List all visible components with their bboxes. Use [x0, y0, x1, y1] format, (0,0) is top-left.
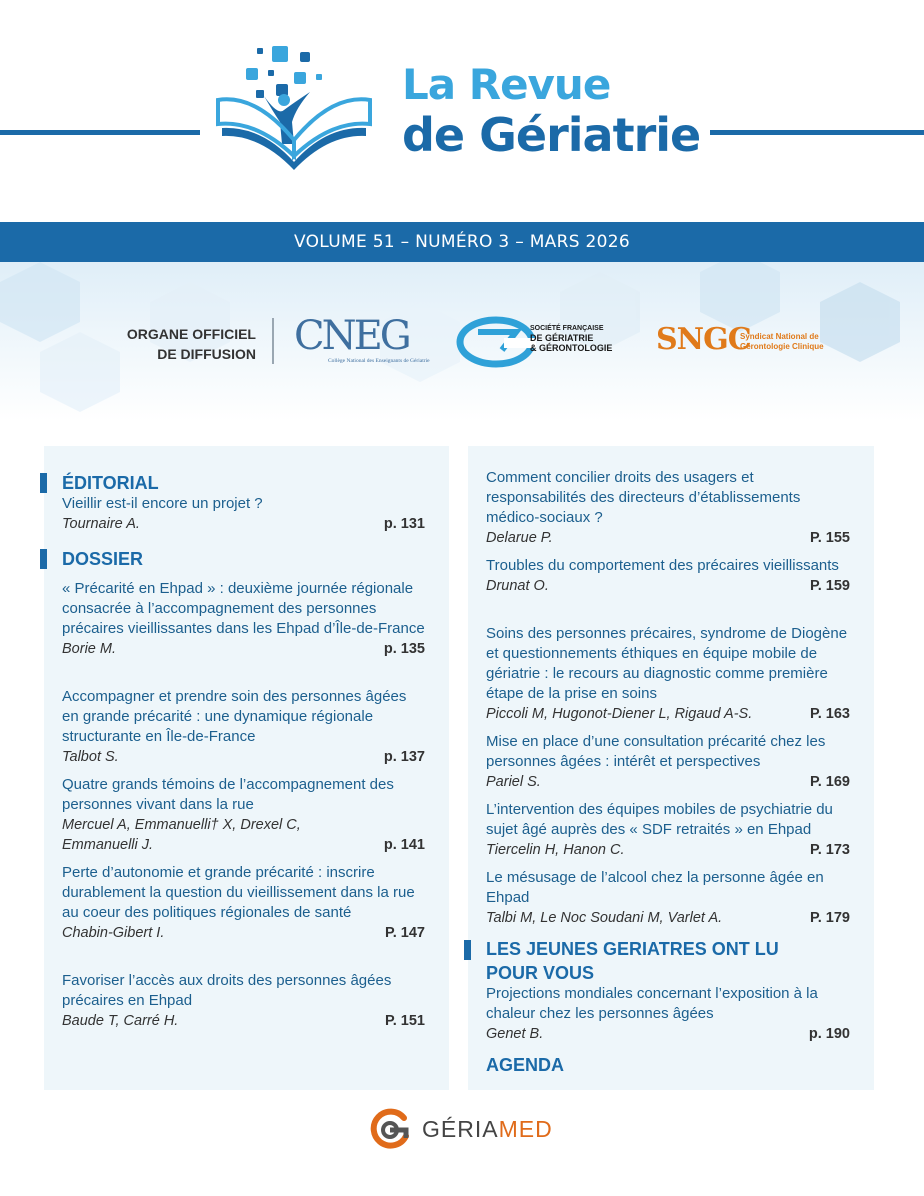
article-page: p. 190: [808, 1026, 850, 1042]
organe-officiel-label: [96, 324, 256, 364]
article-meta: [486, 528, 850, 548]
sfgg-line3: & GÉRONTOLOGIE: [530, 343, 613, 353]
header-rule-left: [0, 130, 200, 135]
article-meta: [486, 772, 850, 792]
sngc-name: SNGC: [656, 322, 751, 357]
article-dossier-4[interactable]: [62, 863, 425, 943]
article-title: Soins des personnes précaires, syndrome de Diogène et questionnements éthiques en équipe mobile de gériatrie : le recours au diagnostic comme première étape de la prise en soins: [486, 625, 848, 702]
article-authors: Talbi M, Le Noc Soudani M, Varlet A.: [486, 910, 723, 926]
article-page: P. 155: [809, 530, 850, 546]
article-right-5[interactable]: [486, 800, 850, 860]
article-meta: [486, 1024, 850, 1044]
article-right-6[interactable]: [486, 868, 850, 928]
section-dossier-heading: DOSSIER: [62, 549, 144, 569]
article-title: Troubles du comportement des précaires vieillissants: [486, 557, 839, 574]
footer-brand-part1: GÉRIA: [422, 1116, 499, 1142]
article-meta: [62, 639, 425, 659]
article-authors: Talbot S.: [62, 749, 119, 765]
article-page: P. 159: [809, 578, 850, 594]
article-dossier-5[interactable]: [62, 971, 425, 1031]
article-authors: Piccoli M, Hugonot-Diener L, Rigaud A-S.: [486, 706, 753, 722]
article-page: P. 151: [384, 1013, 425, 1029]
article-jeunes[interactable]: [486, 984, 850, 1044]
article-meta: [62, 923, 425, 943]
sfgg-logo: [456, 316, 626, 368]
article-title: Accompagner et prendre soin des personnes âgées en grande précarité : une dynamique régionale structurante en Île-de-France: [62, 688, 407, 745]
section-agenda-heading[interactable]: AGENDA: [486, 1055, 565, 1075]
article-right-1[interactable]: [486, 468, 850, 548]
cneg-logo: [294, 313, 430, 368]
cneg-name: CNEG: [294, 313, 409, 359]
article-title: Projections mondiales concernant l’exposition à la chaleur chez les personnes âgées: [486, 985, 818, 1022]
article-page: p. 141: [383, 837, 425, 853]
article-meta: [62, 815, 425, 855]
article-authors: Borie M.: [62, 641, 116, 657]
article-page: P. 169: [809, 774, 850, 790]
article-dossier-3[interactable]: [62, 775, 425, 855]
article-title: Mise en place d’une consultation précarité chez les personnes âgées : intérêt et perspectives: [486, 733, 826, 770]
article-page: p. 137: [383, 749, 425, 765]
article-authors: Genet B.: [486, 1026, 544, 1042]
section-marker: [464, 940, 471, 960]
article-page: P. 173: [809, 842, 850, 858]
footer-brand-part2: MED: [498, 1116, 553, 1142]
article-page: P. 163: [809, 706, 850, 722]
article-title: Perte d’autonomie et grande précarité : inscrire durablement la question du vieillissement dans la rue au coeur des politiques régionales de santé: [62, 864, 415, 921]
article-page: p. 131: [383, 516, 425, 532]
article-title: Vieillir est-il encore un projet ?: [62, 495, 263, 512]
article-dossier-1[interactable]: [62, 579, 425, 659]
sngc-line1: Syndicat National de: [740, 332, 819, 341]
article-meta: [62, 747, 425, 767]
section-marker: [40, 473, 47, 493]
article-meta: [62, 514, 425, 534]
article-meta: [486, 576, 850, 596]
article-meta: [62, 1011, 425, 1031]
sfgg-line2: DE GÉRIATRIE: [530, 333, 594, 343]
cneg-subtitle: Collège National des Enseignants de Gériatrie: [328, 358, 430, 364]
partner-divider: [272, 318, 274, 364]
article-editorial[interactable]: [62, 494, 425, 534]
article-title: L’intervention des équipes mobiles de psychiatrie du sujet âgé auprès des « SDF retraités » en Ehpad: [486, 801, 833, 838]
article-title: Le mésusage de l’alcool chez la personne âgée en Ehpad: [486, 869, 824, 906]
article-page: P. 147: [384, 925, 425, 941]
article-meta: [486, 908, 850, 928]
section-jeunes-heading-line1: LES JEUNES GERIATRES ONT LU: [486, 939, 779, 959]
masthead-title-line2: de Gériatrie: [402, 108, 701, 162]
masthead-title-line1: La Revue: [402, 60, 611, 109]
organe-line2: DE DIFFUSION: [157, 346, 256, 362]
article-dossier-2[interactable]: [62, 687, 425, 767]
geriamed-logo-icon: [368, 1108, 412, 1152]
article-right-2[interactable]: [486, 556, 850, 596]
article-authors: Mercuel A, Emmanuelli† X, Drexel C, Emmanuelli J.: [62, 817, 301, 853]
header-rule-right: [710, 130, 924, 135]
article-meta: [486, 704, 850, 724]
sngc-line2: Gérontologie Clinique: [740, 342, 824, 351]
article-title: Quatre grands témoins de l’accompagnement des personnes vivant dans la rue: [62, 776, 394, 813]
section-editorial-heading: ÉDITORIAL: [62, 473, 159, 493]
section-marker: [40, 549, 47, 569]
article-right-4[interactable]: [486, 732, 850, 792]
sfgg-line1: SOCIÉTÉ FRANÇAISE: [530, 325, 604, 332]
article-authors: Baude T, Carré H.: [62, 1013, 179, 1029]
issue-banner: VOLUME 51 – NUMÉRO 3 – MARS 2026: [0, 222, 924, 262]
article-authors: Tiercelin H, Hanon C.: [486, 842, 625, 858]
article-title: Favoriser l’accès aux droits des personnes âgées précaires en Ehpad: [62, 972, 392, 1009]
article-authors: Delarue P.: [486, 530, 553, 546]
article-right-3[interactable]: [486, 624, 850, 724]
section-jeunes-heading-line2: POUR VOUS: [486, 963, 595, 983]
article-title: « Précarité en Ehpad » : deuxième journée régionale consacrée à l’accompagnement des personnes précaires vieillissantes dans les Ehpad d’Île-de-France: [62, 580, 425, 637]
book-logo-icon: [212, 44, 382, 174]
article-title: Comment concilier droits des usagers et responsabilités des directeurs d’établissements médico-sociaux ?: [486, 469, 801, 526]
article-authors: Drunat O.: [486, 578, 549, 594]
sngc-logo: [656, 316, 826, 366]
article-page: p. 135: [383, 641, 425, 657]
sfgg-emblem-icon: [456, 316, 536, 368]
geriamed-wordmark: [422, 1115, 553, 1143]
article-authors: Chabin-Gibert I.: [62, 925, 165, 941]
organe-line1: ORGANE OFFICIEL: [126, 326, 256, 342]
article-authors: Tournaire A.: [62, 516, 140, 532]
article-page: P. 179: [809, 910, 850, 926]
article-authors: Pariel S.: [486, 774, 541, 790]
article-meta: [486, 840, 850, 860]
